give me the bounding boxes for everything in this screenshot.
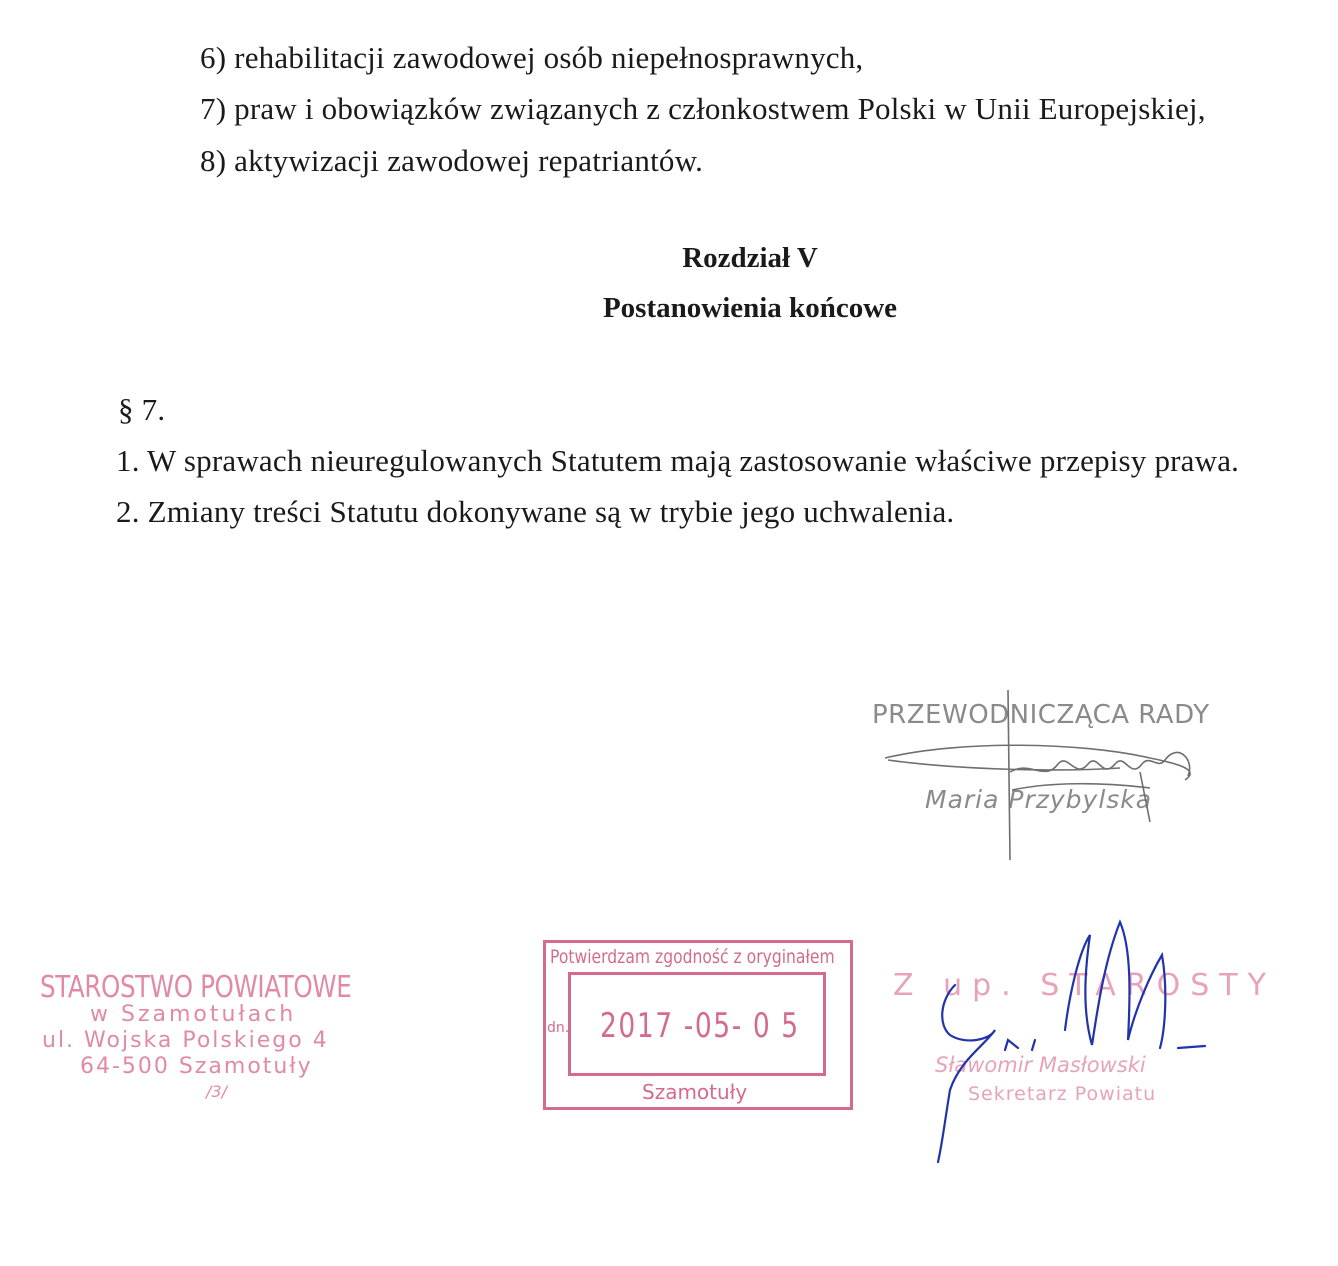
office-stamp-line4: 64-500 Szamotuły: [80, 1054, 313, 1079]
section-point-1: 1. W sprawach nieuregulowanych Statutem mają zastosowanie właściwe przepisy prawa.: [116, 443, 1240, 478]
chapter-subtitle: Postanowienia końcowe: [602, 292, 898, 324]
secretary-stamp-title: Z up. STAROSTY: [893, 968, 1276, 1003]
chapter-title: Rozdział V: [682, 242, 818, 274]
secretary-signature: [938, 922, 1205, 1162]
chair-stamp-title: PRZEWODNICZĄCA RADY: [872, 700, 1210, 730]
chair-stamp-name: Maria Przybylska: [925, 785, 1153, 814]
section-point-2: 2. Zmiany treści Statutu dokonywane są w trybie jego uchwalenia.: [116, 494, 955, 529]
office-stamp-line3: ul. Wojska Polskiego 4: [42, 1028, 329, 1053]
certification-stamp-place: Szamotuły: [642, 1080, 748, 1104]
list-item-8: 8) aktywizacji zawodowej repatriantów.: [200, 143, 704, 178]
office-stamp-line2: w Szamotułach: [90, 1002, 297, 1027]
list-item-6: 6) rehabilitacji zawodowej osób niepełnosprawnych,: [200, 40, 864, 75]
office-stamp-line1: STAROSTWO POWIATOWE: [40, 970, 352, 1005]
certification-stamp-date: 2017 -05- 0 5: [600, 1006, 800, 1046]
secretary-stamp-role: Sekretarz Powiatu: [968, 1083, 1157, 1105]
secretary-stamp-name: Sławomir Masłowski: [935, 1053, 1146, 1077]
certification-stamp-header: Potwierdzam zgodność z oryginałem: [550, 946, 835, 968]
chair-signature: [885, 690, 1190, 860]
office-stamp-line5: /3/: [206, 1082, 227, 1101]
certification-stamp-date-prefix: dn.: [547, 1020, 570, 1036]
section-label: § 7.: [118, 392, 166, 427]
list-item-7: 7) praw i obowiązków związanych z członkostwem Polski w Unii Europejskiej,: [200, 91, 1206, 126]
